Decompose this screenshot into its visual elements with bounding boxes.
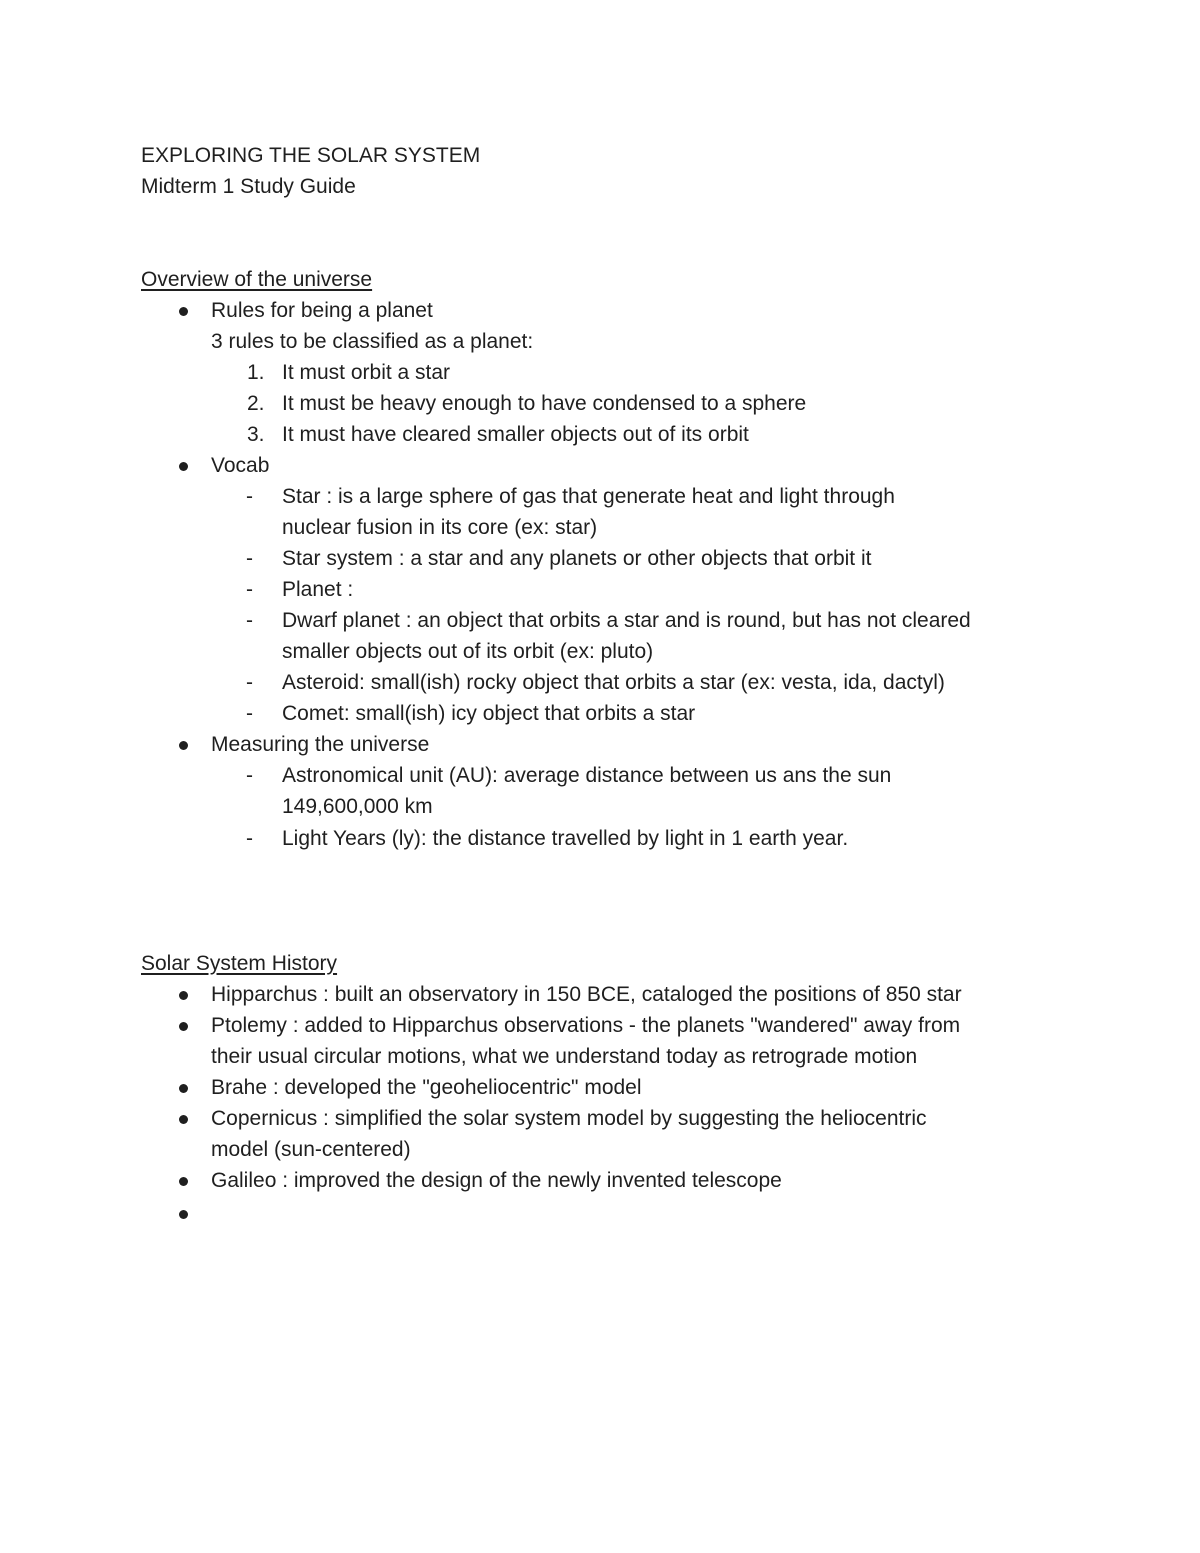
dash-marker: - <box>246 764 253 787</box>
dash-marker: - <box>246 827 253 850</box>
vocab-star: Star : is a large sphere of gas that generate heat and light through <box>282 485 895 508</box>
vocab-dwarf-planet-cont: smaller objects out of its orbit (ex: pluto) <box>282 640 654 663</box>
history-brahe: Brahe : developed the "geoheliocentric" model <box>211 1076 642 1099</box>
list-item-measuring: Measuring the universe <box>211 733 430 756</box>
dash-marker: - <box>246 702 253 725</box>
bullet-icon <box>179 307 188 316</box>
bullet-icon <box>179 1084 188 1093</box>
measure-light-years: Light Years (ly): the distance travelled by light in 1 earth year. <box>282 827 849 850</box>
section-heading-overview: Overview of the universe <box>141 268 373 291</box>
measure-au: Astronomical unit (AU): average distance between us ans the sun <box>282 764 892 787</box>
rules-intro: 3 rules to be classified as a planet: <box>211 330 534 353</box>
vocab-star-cont: nuclear fusion in its core (ex: star) <box>282 516 598 539</box>
bullet-icon <box>179 1115 188 1124</box>
bullet-icon <box>179 1210 188 1219</box>
doc-subtitle: Midterm 1 Study Guide <box>141 175 356 198</box>
history-hipparchus: Hipparchus : built an observatory in 150 BCE, cataloged the positions of 850 star <box>211 983 962 1006</box>
rule-item: It must be heavy enough to have condensed to a sphere <box>282 392 807 415</box>
measure-au-cont: 149,600,000 km <box>282 795 433 818</box>
dash-marker: - <box>246 671 253 694</box>
list-number: 1. <box>247 361 265 384</box>
history-galileo: Galileo : improved the design of the newly invented telescope <box>211 1169 782 1192</box>
doc-title: EXPLORING THE SOLAR SYSTEM <box>141 144 481 167</box>
history-copernicus: Copernicus : simplified the solar system model by suggesting the heliocentric <box>211 1107 927 1130</box>
dash-marker: - <box>246 609 253 632</box>
vocab-dwarf-planet: Dwarf planet : an object that orbits a star and is round, but has not cleared <box>282 609 971 632</box>
vocab-star-system: Star system : a star and any planets or other objects that orbit it <box>282 547 872 570</box>
dash-marker: - <box>246 578 253 601</box>
bullet-icon <box>179 741 188 750</box>
bullet-icon <box>179 462 188 471</box>
dash-marker: - <box>246 547 253 570</box>
rule-item: It must orbit a star <box>282 361 451 384</box>
list-item-rules: Rules for being a planet <box>211 299 433 322</box>
list-item-vocab: Vocab <box>211 454 270 477</box>
vocab-comet: Comet: small(ish) icy object that orbits a star <box>282 702 696 725</box>
list-number: 2. <box>247 392 265 415</box>
section-heading-history: Solar System History <box>141 952 338 975</box>
history-ptolemy: Ptolemy : added to Hipparchus observations - the planets "wandered" away from <box>211 1014 961 1037</box>
bullet-icon <box>179 1177 188 1186</box>
history-ptolemy-cont: their usual circular motions, what we understand today as retrograde motion <box>211 1045 918 1068</box>
history-copernicus-cont: model (sun-centered) <box>211 1138 411 1161</box>
vocab-asteroid: Asteroid: small(ish) rocky object that orbits a star (ex: vesta, ida, dactyl) <box>282 671 945 694</box>
vocab-planet: Planet : <box>282 578 354 601</box>
rule-item: It must have cleared smaller objects out of its orbit <box>282 423 749 446</box>
dash-marker: - <box>246 485 253 508</box>
bullet-icon <box>179 1022 188 1031</box>
list-number: 3. <box>247 423 265 446</box>
bullet-icon <box>179 991 188 1000</box>
